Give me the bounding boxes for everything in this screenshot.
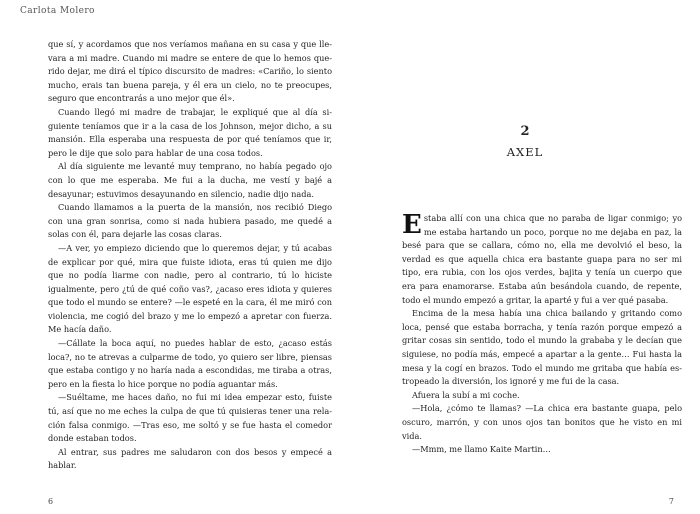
paragraph: Cuando llamamos a la puerta de la mansión, nos recibió Diego con una gran sonrisa, como si nada hubiera pasado, me quedé a solas con él, para dejarle las cosas claras. <box>48 202 332 240</box>
right-page <box>350 0 700 514</box>
paragraph: Al día siguiente me levanté muy temprano, no había pegado ojo con lo que me esperaba. Me fui a la ducha, me vestí y bajé a desayunar; estuvimos desayunando en silencio, nadie dijo nada. <box>48 161 332 199</box>
chapter-title: AXEL <box>506 145 544 159</box>
page-number-right: 7 <box>668 497 674 506</box>
opening-paragraph <box>402 212 682 307</box>
left-page-text <box>48 38 332 473</box>
paragraph: —Hola, ¿cómo te llamas? —La chica era bastante guapa, pelo oscuro, marrón, y con unos ojos tan bonitos que he visto en mi vida. <box>402 403 682 441</box>
drop-cap: E <box>402 210 422 240</box>
paragraph: Al entrar, sus padres me saludaron con dos besos y empecé a hablar. <box>48 446 332 471</box>
chapter-number: 2 <box>520 124 530 139</box>
paragraph: —A ver, yo empiezo diciendo que lo queremos dejar, y tú acabas de explicar por qué, mira que fuiste idiota, eras tú quien me dijo que no podía liarme con nadie, pero al contrario, tú lo hiciste igualmente, pero ¿tú de qué coño vas?, ¿acaso eres idiota y quieres que todo el mundo se entere? —le espeté en la cara, él me miró con violencia, me cogió del brazo y me lo empezó a apretar con fuerza. Me hacía daño. <box>48 242 332 335</box>
paragraph: Afuera la subí a mi coche. <box>412 389 520 400</box>
right-page-text <box>402 212 682 457</box>
paragraph: que sí, y acordamos que nos veríamos mañana en su casa y que llevara a mi madre. Cuando mi madre se entere de que lo hemos querido dejar, me dirá el típico discursito de madres: «Cariño, lo siento mucho, erais tan buena pareja, y él era un cielo, no te preocupes, seguro que encontrarás a uno mejor que él». <box>48 39 332 104</box>
paragraph: Cuando llegó mi madre de trabajar, le expliqué que al día siguiente teníamos que ir a la casa de los Johnson, mejor dicho, a su mansión. Ella esperaba una respuesta de por qué teníamos que ir, pero le dije que solo para hablar de una cosa todos. <box>48 106 332 158</box>
page-number-left: 6 <box>48 497 54 506</box>
paragraph: —Mmm, me llamo Kaite Martin… <box>412 444 551 455</box>
running-head-author: Carlota Molero <box>20 6 95 16</box>
paragraph: —Cállate la boca aquí, no puedes hablar de esto, ¿acaso estás loca?, no te atrevas a culparme de todo, yo quiero ser libre, piensas que estaba contigo y no haría nada a escondidas, me tiraba a otras, pero en la fiesta lo hice porque no podía aguantar más. <box>48 338 332 389</box>
paragraph: Encima de la mesa había una chica bailando y gritando como loca, pensé que estaba borracha, y tenía razón porque empezó a gritar cosas sin sentido, todo el mundo la grababa y le decían que siguiese, no podía más, empecé a apartar a la gente… Fui hasta la mesa y la cogí en brazos. Todo el mundo me gritaba que había estropeado la diversión, los ignoré y me fui de la casa. <box>402 308 682 387</box>
paragraph: —Suéltame, me haces daño, no fui mi idea empezar esto, fuiste tú, así que no me eches la culpa de que tú quisieras tener una relación falsa conmigo. —Tras eso, me soltó y se fue hasta el comedor donde estaban todos. <box>48 392 332 444</box>
opening-paragraph-text: staba allí con una chica que no paraba de ligar conmigo; yo me estaba hartando un poco, porque no me dejaba en paz, la besé para que se callara, cómo no, ella me devolvió el beso, la verdad es que aquella chica era bastante guapa para no ser mi tipo, era rubia, con los ojos verdes, bajita y tenía un cuerpo que era para enamorarse. Estaba aún besándola cuando, de repente, todo el mundo empezó a gritar, la aparté y fui a ver qué pasaba. <box>402 213 682 305</box>
